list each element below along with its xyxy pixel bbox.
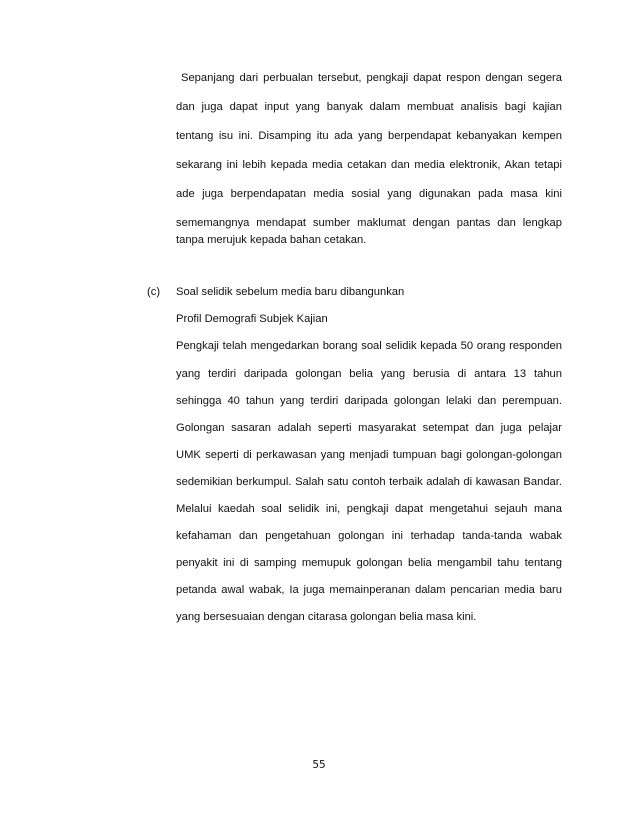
paragraph-line: Sepanjang dari perbualan tersebut, pengkaji dapat respon dengan segera — [181, 72, 562, 84]
paragraph-line: penyakit ini di samping memupuk golongan belia mengambil tahu tentang — [176, 557, 562, 569]
section-marker: (c) — [147, 286, 161, 298]
paragraph-line: petanda awal wabak, Ia juga memainperanan dalam pencarian media baru — [176, 584, 562, 596]
paragraph-line: sedemikian berkumpul. Salah satu contoh terbaik adalah di kawasan Bandar. — [176, 476, 562, 488]
page-number: 55 — [312, 759, 326, 771]
section-heading: Soal selidik sebelum media baru dibangunkan — [176, 286, 405, 298]
paragraph-line: ade juga berpendapatan media sosial yang digunakan pada masa kini — [176, 188, 562, 200]
paragraph-line: kefahaman dan pengetahuan golongan ini terhadap tanda-tanda wabak — [176, 530, 562, 542]
paragraph-line: dan juga dapat input yang banyak dalam membuat analisis bagi kajian — [176, 101, 562, 113]
paragraph-line: yang bersesuaian dengan citarasa golongan belia masa kini. — [176, 611, 477, 623]
paragraph-line: sememangnya mendapat sumber maklumat dengan pantas dan lengkap — [176, 217, 562, 229]
paragraph-line: Pengkaji telah mengedarkan borang soal selidik kepada 50 orang responden — [176, 340, 562, 352]
paragraph-line: sekarang ini lebih kepada media cetakan dan media elektronik, Akan tetapi — [176, 159, 562, 171]
paragraph-line: yang terdiri daripada golongan belia yang berusia di antara 13 tahun — [176, 368, 562, 380]
paragraph-line: Golongan sasaran adalah seperti masyarakat setempat dan juga pelajar — [176, 422, 562, 434]
paragraph-line: UMK seperti di perkawasan yang menjadi tumpuan bagi golongan-golongan — [176, 449, 562, 461]
section-subheading: Profil Demografi Subjek Kajian — [176, 313, 328, 325]
paragraph-line: tanpa merujuk kepada bahan cetakan. — [176, 234, 367, 246]
paragraph-line: Melalui kaedah soal selidik ini, pengkaji dapat mengetahui sejauh mana — [176, 503, 562, 515]
paragraph-line: sehingga 40 tahun yang terdiri daripada golongan lelaki dan perempuan. — [176, 395, 562, 407]
paragraph-line: tentang isu ini. Disamping itu ada yang berpendapat kebanyakan kempen — [176, 130, 562, 142]
